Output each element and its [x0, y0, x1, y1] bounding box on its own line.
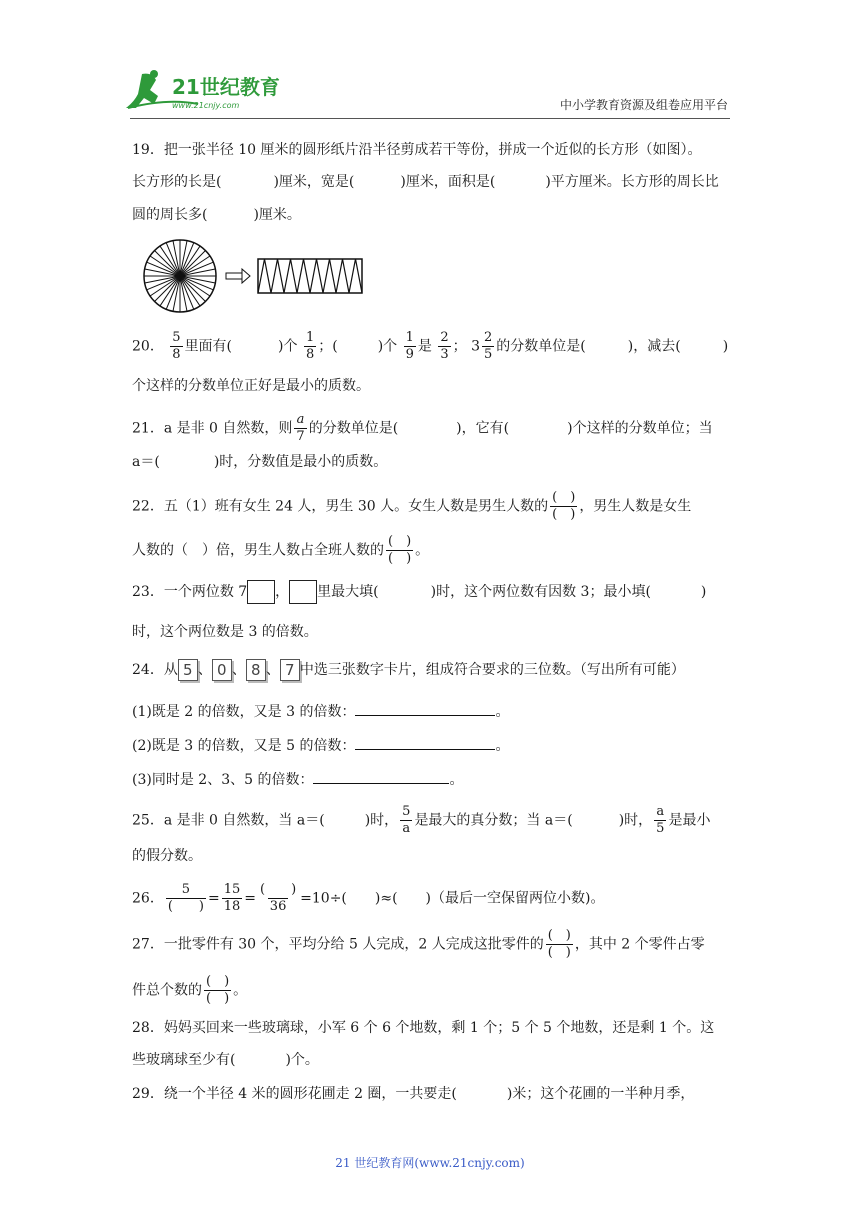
q24-sub2: (2)既是 3 的倍数，又是 5 的倍数： 。	[132, 734, 509, 758]
fraction-2-5: $\frac{2}{5}$	[484, 330, 493, 362]
fraction-2-3: $\frac{2}{3}$	[440, 330, 449, 362]
arrow-icon	[226, 269, 250, 283]
number-card-0: 0	[212, 659, 232, 681]
q26-line1: 26． $\frac{5}{( )}$ = $\frac{15}{18}$ = $\frac{( )}{36}$ =10÷( )≈( )（最后一空保留两位小数)。	[132, 882, 605, 914]
logo-url: www.21cnjy.com	[172, 101, 240, 110]
q24-sub1: (1)既是 2 的倍数，又是 3 的倍数： 。	[132, 700, 509, 724]
approx-rectangle-icon	[258, 259, 362, 293]
q27-line1: 27．一批零件有 30 个，平均分给 5 人完成，2 人完成这批零件的 $\frac{( )}{( )}$ ，其中 2 个零件占零	[132, 928, 705, 960]
logo-graphic	[124, 68, 294, 114]
q22-line1: 22．五（1）班有女生 24 人，男生 30 人。女生人数是男生人数的 $\frac{( )}{( )}$ ，男生人数是女生	[132, 490, 692, 522]
mixed-number: 3	[471, 338, 481, 355]
q25-line2: 的假分数。	[132, 848, 202, 864]
q19-line1: 19．把一张半径 10 厘米的圆形纸片沿半径剪成若干等份，拼成一个近似的长方形（如图）。	[132, 142, 702, 158]
fraction-blank: $\frac{( )}{( )}$	[206, 974, 230, 1006]
fraction-1-8: $\frac{1}{8}$	[305, 330, 315, 362]
q23-line1: 23．一个两位数 7 ， 里最大填( )时，这个两位数有因数 3；最小填( )	[132, 580, 706, 604]
fraction-1-9: $\frac{1}{9}$	[405, 330, 414, 362]
fraction-a-7: $\frac{a}{7}$	[296, 412, 305, 444]
q27-line2: 件总个数的 $\frac{( )}{( )}$ 。	[132, 974, 248, 1006]
fraction-blank-36: $\frac{( )}{36}$	[260, 882, 297, 914]
q21-line2: a＝( )时，分数值是最小的质数。	[132, 454, 388, 470]
fraction-5-blank: $\frac{5}{( )}$	[167, 882, 204, 914]
answer-line	[355, 735, 495, 750]
q24-line1: 24．从 5 、 0 、 8 、 7 中选三张数字卡片，组成符合要求的三位数。（写出所有可能）	[132, 661, 685, 679]
q29-line1: 29．绕一个半径 4 米的圆形花圃走 2 圈，一共要走( )米；这个花圃的一半种月季，	[132, 1086, 695, 1102]
fraction-blank: $\frac{( )}{( )}$	[547, 928, 571, 960]
page-header	[0, 0, 860, 120]
circle-to-rectangle-figure	[140, 236, 380, 316]
answer-line	[313, 769, 449, 784]
answer-line	[355, 701, 495, 716]
digit-box	[289, 580, 317, 604]
page-footer: 21 世纪教育网(www.21cnjy.com)	[335, 1156, 525, 1170]
digit-box	[247, 580, 275, 604]
q22-line2: 人数的（ ）倍，男生人数占全班人数的 $\frac{( )}{( )}$ 。	[132, 534, 430, 566]
q25-line1: 25．a 是非 0 自然数，当 a＝( )时， $\frac{5}{a}$ 是最大的真分数；当 a＝( )时， $\frac{a}{5}$ 是最小	[132, 804, 711, 836]
q21-line1: 21．a 是非 0 自然数，则 $\frac{a}{7}$ 的分数单位是( )，它有( )个这样的分数单位；当	[132, 412, 713, 444]
number-card-8: 8	[246, 659, 266, 681]
site-logo	[124, 68, 294, 114]
fraction-15-18: $\frac{15}{18}$	[223, 882, 241, 914]
header-divider	[130, 118, 730, 119]
header-slogan: 中小学教育资源及组卷应用平台	[559, 98, 728, 112]
fraction-5-a: $\frac{5}{a}$	[402, 804, 411, 836]
fraction-blank: $\frac{( )}{( )}$	[552, 490, 576, 522]
divided-circle-icon	[144, 240, 216, 312]
fraction-5-8: $\frac{5}{8}$	[172, 330, 181, 362]
q23-line2: 时，这个两位数是 3 的倍数。	[132, 624, 318, 640]
q20-line2: 个这样的分数单位正好是最小的质数。	[132, 378, 370, 394]
fraction-blank: $\frac{( )}{( )}$	[388, 534, 412, 566]
number-card-5: 5	[178, 659, 198, 681]
number-card-7: 7	[280, 659, 300, 681]
q28-line1: 28．妈妈买回来一些玻璃球，小军 6 个 6 个地数，剩 1 个；5 个 5 个地数，还是剩 1 个。这	[132, 1020, 715, 1036]
q28-line2: 些玻璃球至少有( )个。	[132, 1052, 319, 1068]
q24-sub3: (3)同时是 2、3、5 的倍数： 。	[132, 768, 463, 792]
fraction-a-5: $\frac{a}{5}$	[656, 804, 665, 836]
logo-text: 21世纪教育	[172, 75, 280, 99]
q19-line3: 圆的周长多( )厘米。	[132, 207, 301, 223]
q19-line2: 长方形的长是( )厘米，宽是( )厘米，面积是( )平方厘米。长方形的周长比	[132, 174, 719, 190]
q20-line1: 20． $\frac{5}{8}$ 里面有( )个 $\frac{1}{8}$ ；( )个 $\frac{1}{9}$ 是 $\frac{2}{3}$ ； 3 $\frac{2}{5}$ 的分数单位是( )，减去( )	[132, 330, 729, 362]
